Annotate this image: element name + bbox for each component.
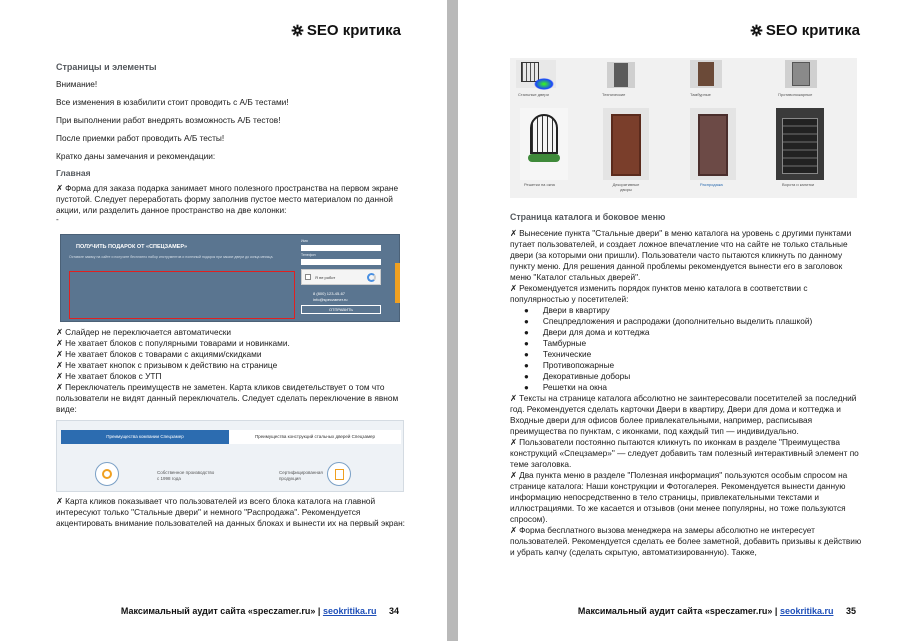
issue-item: ✗ Не хватает кнопок с призывом к действию на странице bbox=[56, 360, 278, 370]
page-35-body bbox=[510, 212, 862, 558]
footer-text: Максимальный аудит сайта «speczamer.ru» | bbox=[120, 606, 321, 616]
gift-form-desc: Оставьте заявку на сайте и получите бесплатно набор инструментов и полезный подарок при заказе двери до конца месяца. bbox=[69, 255, 274, 259]
brand-name: SEO критика bbox=[765, 22, 860, 39]
gallery-label[interactable]: Декоративные дворы bbox=[612, 182, 640, 192]
gate-image bbox=[782, 118, 818, 174]
email-text: info@speczamer.ru bbox=[313, 297, 348, 302]
issue-item: ✗ Слайдер не переключается автоматически bbox=[56, 327, 232, 337]
list-item: ● Решетки на окна bbox=[524, 382, 607, 392]
gallery-tile[interactable] bbox=[603, 108, 649, 180]
door-image bbox=[698, 62, 714, 86]
phone-label: Телефон bbox=[301, 253, 316, 257]
list-item: ● Тамбурные bbox=[524, 338, 587, 348]
paragraph: ✗ Переключатель преимуществ не заметен. Карта кликов свидетельствует о том что пользователи не видят данный переключатель. Следует сделать переключение в явном виде: bbox=[56, 382, 399, 414]
phone-input[interactable] bbox=[301, 259, 381, 265]
advantages-screenshot bbox=[56, 420, 404, 492]
gallery-label[interactable]: Противопожарные bbox=[778, 92, 813, 97]
brand-header bbox=[750, 22, 860, 39]
orange-tab bbox=[395, 263, 400, 303]
page-34-body bbox=[56, 62, 406, 223]
gift-form-screenshot bbox=[60, 234, 400, 322]
section-heading: Страница каталога и боковое меню bbox=[510, 212, 666, 222]
issue-item: ✗ Не хватает блоков с УТП bbox=[56, 371, 162, 381]
gallery-label[interactable]: Решетки на окна bbox=[524, 182, 555, 187]
intro-line: Внимание! bbox=[56, 79, 98, 89]
door-image bbox=[614, 63, 628, 87]
captcha-box[interactable] bbox=[301, 269, 381, 285]
gallery-tile[interactable] bbox=[690, 108, 736, 180]
issue-item: ✗ Не хватает блоков с товарами с акциями/скидками bbox=[56, 349, 262, 359]
factory-icon bbox=[95, 462, 119, 486]
subheading-main: Главная bbox=[56, 168, 91, 178]
intro-line: При выполнении работ внедрять возможность А/Б тестов! bbox=[56, 115, 281, 125]
paragraph: ✗ Форма бесплатного вызова менеджера на замеры абсолютно не интересует пользователей. Рекомендуется сделать ее более заметной, добавить призывы к действию и убрать капчу (сделать скрытую, автоматизированную). Также, bbox=[510, 525, 862, 557]
page-number: 35 bbox=[845, 606, 856, 616]
paragraph: ✗ Пользователи постоянно пытаются кликнуть по иконкам в разделе "Преимущества конструкций «Спецзамер»" — следует добавить там полезный интерактивный элемент по теме заголовка. bbox=[510, 437, 859, 469]
door-image bbox=[792, 62, 810, 86]
gift-form-empty-area bbox=[69, 271, 295, 319]
gallery-label[interactable]: Ворота и калитки bbox=[782, 182, 815, 187]
catalog-gallery-screenshot bbox=[510, 58, 857, 198]
page-35 bbox=[458, 0, 908, 641]
gallery-label[interactable]: Тамбурные bbox=[690, 92, 711, 97]
footer-link[interactable]: seokritika.ru bbox=[322, 606, 377, 616]
menu-order-list bbox=[510, 305, 862, 393]
brand-header bbox=[291, 22, 401, 39]
intro-line: Все изменения в юзабилити стоит проводить с А/Б тестами! bbox=[56, 97, 289, 107]
gear-icon bbox=[291, 24, 304, 37]
tab-advantages-construction[interactable]: Преимущества конструкций стальных дверей Спецзамер bbox=[229, 430, 401, 444]
list-item: ● Двери в квартиру bbox=[524, 305, 610, 315]
gallery-tile[interactable] bbox=[776, 108, 824, 180]
footer bbox=[121, 606, 399, 616]
list-item: ● Спецпредложения и распродажи (дополнительно выделить плашкой) bbox=[524, 316, 813, 326]
issue-item: ✗ Не хватает блоков с популярными товарами и новинками. bbox=[56, 338, 290, 348]
submit-button[interactable]: ОТПРАВИТЬ bbox=[301, 305, 381, 314]
recaptcha-icon bbox=[367, 273, 376, 282]
name-label: Имя bbox=[301, 239, 308, 243]
paragraph-catalog: ✗ Карта кликов показывает что пользователей из всего блока каталога на главной интересуют только "Стальные двери" и немного "Распродажа". Рекомендуется акцентировать внимание пользователей на данных блоках и вынести их на первый экран: bbox=[56, 496, 405, 528]
captcha-checkbox[interactable] bbox=[305, 274, 311, 280]
name-input[interactable] bbox=[301, 245, 381, 251]
footer-text: Максимальный аудит сайта «speczamer.ru» | bbox=[577, 606, 778, 616]
paragraph: ✗ Тексты на странице каталога абсолютно не заинтересовали посетителей за последний год. Рекомендуется сделать карточки Двери в квартиру, Двери для дома и коттеджа и Входные двери для офисов более привлекательными, например, расписывая преимущества по пунктам, с иконками, под каждый тип — индивидуально. bbox=[510, 393, 857, 436]
intro-line: Кратко даны замечания и рекомендации: bbox=[56, 151, 216, 161]
advantage-text: Собственное производство с 1998 года bbox=[157, 470, 215, 481]
gallery-tile[interactable] bbox=[690, 60, 722, 88]
footer-link[interactable]: seokritika.ru bbox=[779, 606, 834, 616]
intro-line: После приемки работ проводить А/Б тесты! bbox=[56, 133, 225, 143]
gallery-tile[interactable] bbox=[607, 62, 635, 88]
cross-icon: ✗ bbox=[56, 183, 64, 193]
list-item: ● Декоративные доборы bbox=[524, 371, 631, 381]
certificate-icon bbox=[327, 462, 351, 486]
phone-text: 8 (800) 123-45-67 bbox=[313, 291, 346, 296]
door-image bbox=[611, 114, 641, 176]
captcha-label: Я не робот bbox=[315, 275, 336, 280]
paragraph: ✗ Два пункта меню в разделе "Полезная информация" пользуются особым спросом на странице каталога: Наши конструкции и Фотогалерея. Рекомендуется вынести данную информацию непосредственно в тело страницы, привлекательными текстами и иллюстрациями. То же касается и отзывов (они менее популярны, но тоже пользуются спросом). bbox=[510, 470, 848, 524]
tab-advantages-company[interactable]: Преимущества компании Спецзамер bbox=[61, 430, 229, 444]
gallery-label[interactable]: Распродажа bbox=[700, 182, 723, 187]
list-item: ● Двери для дома и коттеджа bbox=[524, 327, 650, 337]
click-heat-spot bbox=[534, 78, 554, 90]
list-item: ● Противопожарные bbox=[524, 360, 615, 370]
gallery-label[interactable]: Технические bbox=[602, 92, 626, 97]
page-number: 34 bbox=[388, 606, 399, 616]
gear-icon bbox=[750, 24, 763, 37]
gallery-tile[interactable] bbox=[785, 60, 817, 88]
page-34 bbox=[0, 0, 447, 641]
gallery-label[interactable]: Стальные двери bbox=[518, 92, 549, 97]
gift-form-title: ПОЛУЧИТЬ ПОДАРОК ОТ «СПЕЦЗАМЕР» bbox=[76, 244, 188, 250]
gallery-tile[interactable] bbox=[520, 108, 568, 180]
paragraph: ✗ Вынесение пункта "Стальные двери" в меню каталога на уровень с другими пунктами путает пользователей, и создает ложное впечатление что на сайте не только стальные двери (за которыми они пришли). Пользователи часто пытаются кликнуть по данному пункту меню. Для решения данной проблемы рекомендуется вынести его в заголовок меню "Каталог стальных дверей". bbox=[510, 228, 852, 282]
dash: - bbox=[56, 214, 59, 224]
gallery-tile[interactable] bbox=[516, 60, 556, 88]
brand-name: SEO критика bbox=[306, 22, 401, 39]
window-grate-image bbox=[530, 114, 558, 154]
paragraph: ✗ Форма для заказа подарка занимает много полезного пространства на первом экране пустотой. Следует переработать форму заполнив пустое место материалом по данной акции, или разделить данное пространство на две колонки: bbox=[56, 183, 399, 215]
section-heading: Страницы и элементы bbox=[56, 62, 157, 72]
advantage-text: Сертифицированная продукция bbox=[279, 470, 323, 481]
footer bbox=[578, 606, 856, 616]
door-image bbox=[698, 114, 728, 176]
plant-image bbox=[528, 154, 560, 162]
paragraph: ✗ Рекомендуется изменить порядок пунктов меню каталога в соответствии с популярностью у посетителей: bbox=[510, 283, 808, 304]
issues-list bbox=[56, 327, 406, 415]
list-item: ● Технические bbox=[524, 349, 592, 359]
